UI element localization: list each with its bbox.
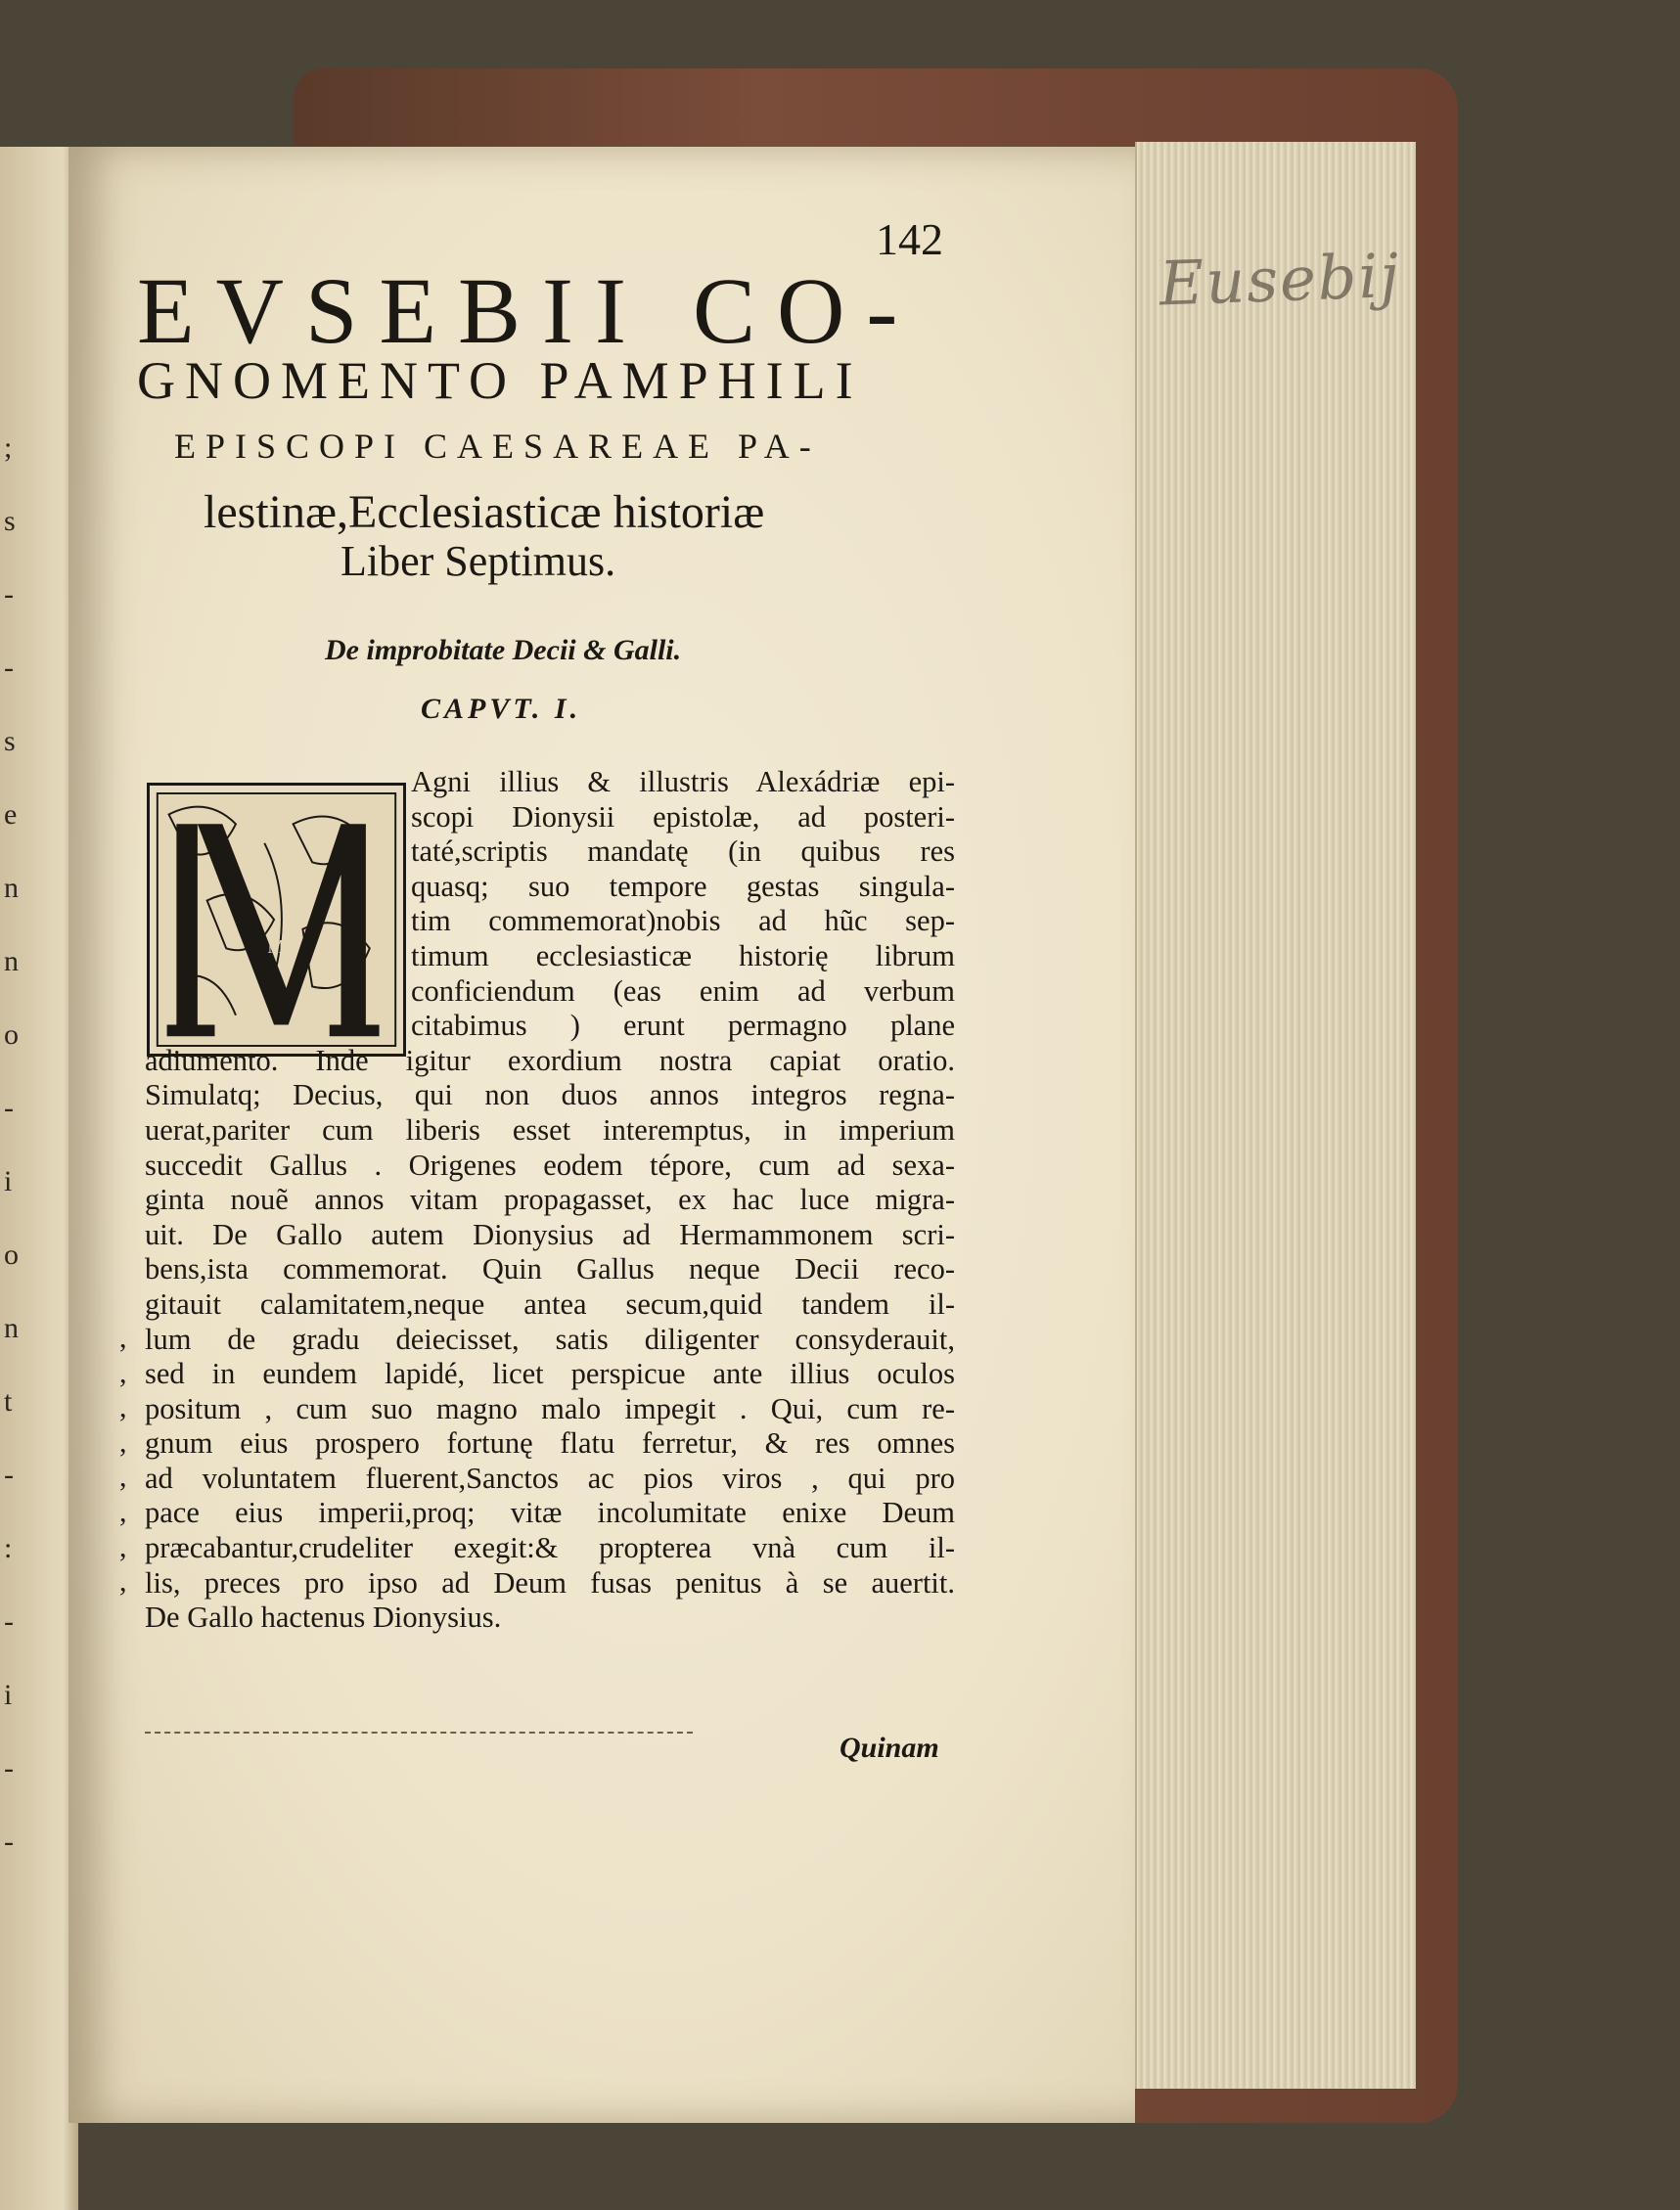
left-page-glyph: n xyxy=(4,872,19,904)
quote-mark: , xyxy=(119,1530,127,1563)
chapter-heading: CAPVT. I. xyxy=(421,693,582,725)
left-page-glyph: - xyxy=(4,1459,14,1491)
left-page-glyph: - xyxy=(4,1092,14,1124)
left-page-glyphs xyxy=(4,411,33,1878)
quote-mark: , xyxy=(119,1356,127,1389)
quote-mark: , xyxy=(119,1495,127,1528)
page-block-edge xyxy=(1135,142,1416,2089)
left-page-glyph: n xyxy=(4,1312,19,1344)
text-line: tim commemorat)nobis ad hũc sep- xyxy=(411,904,955,938)
left-page-glyph: - xyxy=(4,1605,14,1638)
text-line: scopi Dionysii epistolæ, ad posteri- xyxy=(411,799,955,834)
text-line: quasq; suo tempore gestas singula- xyxy=(411,869,955,903)
text-line: ad voluntatem fluerent,Sanctos ac pios viros , qui pro xyxy=(145,1461,955,1495)
title-line-3: EPISCOPI CAESAREAE PA- xyxy=(174,427,821,466)
chapter-subtitle: De improbitate Decii & Galli. xyxy=(325,634,682,666)
text-line: timum ecclesiasticæ historię librum xyxy=(411,938,955,972)
title-line-2: GNOMENTO PAMPHILI xyxy=(137,351,863,410)
margin-quote-marks xyxy=(119,1321,139,1600)
left-page-glyph: i xyxy=(4,1165,13,1197)
text-line: uit. De Gallo autem Dionysius ad Hermammonem scri- xyxy=(145,1217,955,1251)
page-number: 142 xyxy=(876,214,943,264)
left-page-glyph: s xyxy=(4,725,16,757)
text-line: præcabantur,crudeliter exegit:& propterea vnà cum il- xyxy=(145,1531,955,1565)
quote-mark: , xyxy=(119,1322,127,1354)
left-page-glyph: - xyxy=(4,1752,14,1784)
quote-mark: , xyxy=(119,1461,127,1494)
text-line: adiumento. Inde igitur exordium nostra capiat oratio. xyxy=(145,1043,955,1077)
left-page-glyph: o xyxy=(4,1239,19,1271)
catchword: Quinam xyxy=(840,1732,939,1764)
initial-letter: M xyxy=(267,937,285,959)
left-page-glyph: - xyxy=(4,578,14,610)
text-line: gitauit calamitatem,neque antea secum,quid tandem il- xyxy=(145,1286,955,1321)
text-line: gnum eius prospero fortunę flatu ferretur, & res omnes xyxy=(145,1426,955,1461)
text-line: uerat,pariter cum liberis esset interemptus, in imperium xyxy=(145,1112,955,1147)
text-line: ginta nouẽ annos vitam propagasset, ex hac luce migra- xyxy=(145,1183,955,1217)
left-page-glyph: s xyxy=(4,505,16,537)
left-page-glyph: ; xyxy=(4,431,13,464)
title-line-5: Liber Septimus. xyxy=(341,537,616,585)
text-line: positum , cum suo magno malo impegit . Qui, cum re- xyxy=(145,1391,955,1425)
text-line: succedit Gallus . Origenes eodem tépore, cum ad sexa- xyxy=(145,1148,955,1182)
quote-mark: , xyxy=(119,1425,127,1459)
text-line: sed in eundem lapidé, licet perspicue ante illius oculos xyxy=(145,1357,955,1391)
text-line: bens,ista commemorat. Quin Gallus neque Decii reco- xyxy=(145,1252,955,1286)
text-line: lis, preces pro ipso ad Deum fusas penitus à se auertit. xyxy=(145,1565,955,1600)
body-text xyxy=(145,765,955,1636)
quote-mark: , xyxy=(119,1565,127,1599)
text-line: conficiendum (eas enim ad verbum xyxy=(411,973,955,1008)
text-line: De Gallo hactenus Dionysius. xyxy=(145,1601,502,1635)
text-line: Agni illius & illustris Alexádriæ epi- xyxy=(411,765,955,798)
left-page xyxy=(0,147,78,2210)
left-page-glyph: i xyxy=(4,1679,13,1711)
text-line: pace eius imperii,proq; vitæ incolumitate enixe Deum xyxy=(145,1496,955,1530)
left-page-glyph: : xyxy=(4,1532,13,1564)
text-line: Simulatq; Decius, qui non duos annos integros regna- xyxy=(145,1078,955,1112)
text-line: citabimus ) erunt permagno plane xyxy=(411,1009,955,1043)
text-line: lum de gradu deiecisset, satis diligenter consyderauit, xyxy=(145,1322,955,1356)
left-page-glyph: - xyxy=(4,1826,14,1858)
quote-mark: , xyxy=(119,1391,127,1424)
title-line-4: lestinæ,Ecclesiasticæ historiæ xyxy=(204,486,765,538)
text-line: taté,scriptis mandatę (in quibus res xyxy=(411,834,955,869)
manuscript-underline xyxy=(145,1732,693,1736)
left-page-glyph: e xyxy=(4,798,18,831)
edge-inscription: Eusebij xyxy=(1158,239,1402,320)
left-page-glyph: o xyxy=(4,1018,19,1051)
left-page-glyph: - xyxy=(4,652,14,684)
title-line-1: EVSEBII CO- xyxy=(137,258,920,363)
left-page-glyph: n xyxy=(4,945,19,977)
left-page-glyph: t xyxy=(4,1385,13,1418)
